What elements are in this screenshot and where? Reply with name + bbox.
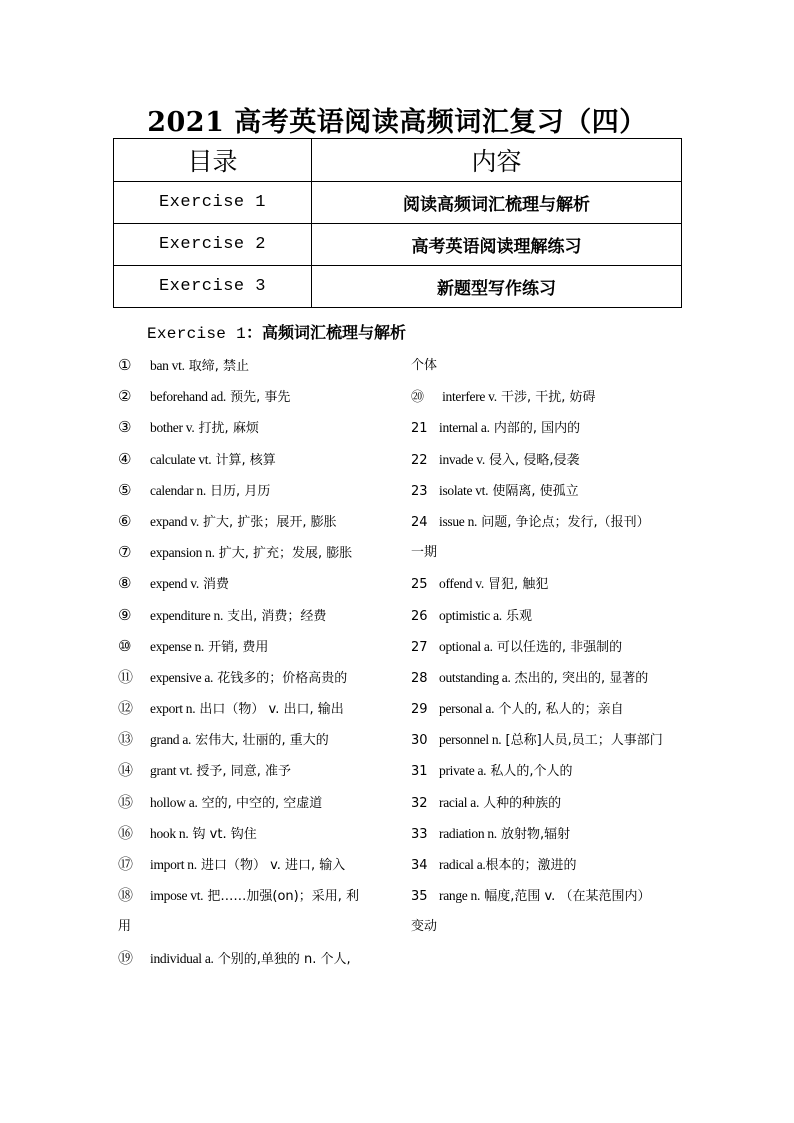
vocab-definition: 干涉, 干扰, 妨碍 <box>496 390 596 406</box>
vocab-line <box>411 506 691 537</box>
vocab-number: ⑭ <box>118 761 134 780</box>
vocab-word: internal a. <box>439 420 490 436</box>
vocab-line <box>411 537 691 568</box>
vocab-line <box>411 849 691 880</box>
vocab-number: 21 <box>411 421 428 437</box>
vocab-word: expansion n. <box>150 545 215 561</box>
vocab-word: interfere v. <box>439 389 497 405</box>
toc-header-row <box>114 139 682 182</box>
toc-content: 高考英语阅读理解练习 <box>312 224 682 266</box>
vocab-definition: 乐观 <box>501 608 532 624</box>
vocab-definition: 问题, 争论点；发行,（报刊） <box>477 514 650 530</box>
vocab-word: hollow a. <box>150 794 198 810</box>
vocab-line <box>411 818 691 849</box>
section-heading <box>147 320 406 343</box>
vocab-line <box>118 693 408 724</box>
vocab-number: 29 <box>411 702 428 718</box>
vocab-number: 32 <box>411 795 428 811</box>
vocab-word: expenditure n. <box>150 607 224 623</box>
vocab-number: ⑧ <box>118 574 132 593</box>
vocab-line <box>118 412 408 443</box>
vocab-word: private a. <box>439 763 487 779</box>
vocab-word: radical a. <box>439 857 486 872</box>
vocab-line <box>118 849 408 880</box>
vocab-line <box>118 350 408 381</box>
vocab-number: 25 <box>411 577 428 593</box>
vocab-line <box>118 787 408 818</box>
vocab-number: ⑳ <box>411 390 425 406</box>
vocab-line <box>411 475 691 506</box>
vocab-definition: 个别的,单独的 n. 个人, <box>213 951 351 967</box>
vocab-number: ⑩ <box>118 636 132 655</box>
vocab-definition: 扩大, 扩张；展开, 膨胀 <box>198 514 337 530</box>
vocab-line <box>411 693 691 724</box>
vocab-number: 27 <box>411 639 428 655</box>
toc-content: 阅读高频词汇梳理与解析 <box>312 182 682 224</box>
vocab-word: offend v. <box>439 576 484 592</box>
vocab-definition: 空的, 中空的, 空虚道 <box>197 795 323 811</box>
vocab-line <box>411 412 691 443</box>
vocab-word: personnel n. <box>439 732 502 748</box>
vocab-line <box>411 444 691 475</box>
vocab-definition: 支出, 消费；经费 <box>223 608 327 624</box>
vocab-word: beforehand ad. <box>150 389 227 405</box>
vocab-definition: 预先, 事先 <box>226 390 291 406</box>
vocab-line <box>118 724 408 755</box>
vocab-number: 28 <box>411 670 428 686</box>
vocab-definition: 个体 <box>411 358 438 373</box>
vocab-number: ⑬ <box>118 730 134 749</box>
vocab-definition: 出口（物） v. 出口, 输出 <box>195 702 344 718</box>
vocab-number: 22 <box>411 452 428 468</box>
vocab-line <box>118 475 408 506</box>
vocab-definition: 私人的,个人的 <box>486 764 573 780</box>
vocab-line <box>118 600 408 631</box>
vocab-word: outstanding a. <box>439 669 511 685</box>
vocab-word: individual a. <box>150 950 214 966</box>
vocab-number: 26 <box>411 608 428 624</box>
vocab-line <box>118 911 408 942</box>
toc-row <box>114 224 682 266</box>
vocab-line <box>411 568 691 599</box>
vocab-line <box>411 600 691 631</box>
vocab-line <box>118 943 408 974</box>
vocab-word: expend v. <box>150 576 199 592</box>
vocab-word: personal a. <box>439 701 495 717</box>
vocab-definition: 幅度,范围 v. （在某范围内） <box>480 889 651 905</box>
toc-header-catalog: 目录 <box>114 139 312 182</box>
table-of-contents <box>113 138 682 308</box>
vocab-word: optimistic a. <box>439 607 502 623</box>
vocab-line <box>118 444 408 475</box>
vocab-line <box>411 350 691 381</box>
vocab-word: radiation n. <box>439 825 497 841</box>
vocab-definition: 计算, 核算 <box>211 452 276 468</box>
vocab-number: ⑥ <box>118 511 132 530</box>
vocab-definition: 可以任选的, 非强制的 <box>492 639 623 655</box>
vocab-word: grant vt. <box>150 763 193 779</box>
vocab-line <box>411 787 691 818</box>
vocab-definition: [总称]人员,员工；人事部门 <box>501 733 663 749</box>
vocab-number: ② <box>118 387 132 406</box>
vocab-definition: 花钱多的；价格高贵的 <box>213 670 348 686</box>
vocab-definition: 变动 <box>411 919 438 935</box>
vocab-number: ⑱ <box>118 886 134 905</box>
vocab-line <box>411 724 691 755</box>
vocab-line <box>118 568 408 599</box>
vocab-word: range n. <box>439 888 481 904</box>
vocab-number: ⑲ <box>118 948 134 967</box>
vocab-number: ④ <box>118 449 132 468</box>
vocab-line <box>118 662 408 693</box>
vocab-definition: 钩 vt. 钩住 <box>188 826 257 842</box>
vocab-number: ③ <box>118 418 132 437</box>
vocab-number: ⑫ <box>118 699 134 718</box>
vocab-word: expand v. <box>150 513 199 529</box>
vocab-definition: 冒犯, 触犯 <box>483 577 549 593</box>
vocab-word: import n. <box>150 857 197 872</box>
toc-row <box>114 182 682 224</box>
vocab-line <box>118 506 408 537</box>
vocab-number: ⑰ <box>118 855 134 873</box>
vocab-number: ⑯ <box>118 823 134 842</box>
vocab-line <box>411 880 691 911</box>
vocab-word: calendar n. <box>150 482 206 498</box>
vocab-line <box>118 880 408 911</box>
vocab-number: ① <box>118 356 132 374</box>
toc-exercise: Exercise 2 <box>114 224 312 266</box>
vocab-line <box>411 911 691 942</box>
vocab-definition: 一期 <box>411 545 438 561</box>
vocab-number: 31 <box>411 764 428 780</box>
vocab-line <box>411 755 691 786</box>
vocab-definition: 把……加强(on)；采用, 利 <box>203 889 359 905</box>
vocab-definition: 进口（物） v. 进口, 输入 <box>196 858 346 873</box>
vocab-word: expensive a. <box>150 669 214 685</box>
vocab-word: expense n. <box>150 638 204 654</box>
vocab-definition: 消费 <box>198 577 230 593</box>
vocab-word: impose vt. <box>150 888 204 904</box>
vocab-number: ⑤ <box>118 480 132 499</box>
vocab-definition: 宏伟大, 壮丽的, 重大的 <box>191 733 329 749</box>
vocab-line <box>411 662 691 693</box>
vocab-definition: 根本的；激进的 <box>485 858 577 873</box>
vocab-word: hook n. <box>150 825 189 841</box>
vocab-line <box>118 381 408 412</box>
toc-row <box>114 266 682 308</box>
vocab-definition: 内部的, 国内的 <box>489 421 581 437</box>
vocab-number: 33 <box>411 826 428 842</box>
vocab-number: 24 <box>411 514 428 530</box>
vocab-definition: 扩大, 扩充；发展, 膨胀 <box>214 546 353 562</box>
vocab-line <box>118 537 408 568</box>
vocab-line <box>118 818 408 849</box>
vocab-word: issue n. <box>439 513 478 529</box>
vocab-definition: 人种的种族的 <box>479 795 562 811</box>
vocab-definition: 放射物,辐射 <box>496 826 571 842</box>
vocab-word: ban vt. <box>150 358 185 373</box>
vocab-line <box>118 631 408 662</box>
vocab-definition: 侵入, 侵略,侵袭 <box>484 452 580 468</box>
vocab-word: invade v. <box>439 451 485 467</box>
toc-content: 新题型写作练习 <box>312 266 682 308</box>
vocab-number: 35 <box>411 889 428 905</box>
vocab-word: export n. <box>150 701 196 717</box>
vocab-number: 30 <box>411 733 428 749</box>
toc-header-content: 内容 <box>312 139 682 182</box>
vocab-number: ⑦ <box>118 543 132 562</box>
vocab-word: grand a. <box>150 732 192 748</box>
vocab-word: isolate vt. <box>439 482 489 498</box>
vocab-number: 34 <box>411 858 428 873</box>
vocab-definition: 授予, 同意, 准予 <box>192 764 291 780</box>
vocab-definition: 杰出的, 突出的, 显著的 <box>510 670 649 686</box>
vocab-definition: 取缔, 禁止 <box>184 359 250 374</box>
vocab-number: ⑪ <box>118 667 134 686</box>
vocab-line <box>118 755 408 786</box>
page-title: 2021 高考英语阅读高频词汇复习（四） <box>147 107 647 138</box>
vocab-definition: 打扰, 麻烦 <box>194 421 259 437</box>
vocab-word: bother v. <box>150 420 195 436</box>
vocab-definition: 使隔离, 使孤立 <box>488 483 579 499</box>
vocab-word: racial a. <box>439 794 480 810</box>
vocab-column-right <box>411 350 691 943</box>
vocab-column-left <box>118 350 408 974</box>
vocab-definition: 开销, 费用 <box>203 639 269 655</box>
vocab-definition: 日历, 月历 <box>205 483 271 499</box>
vocab-number: ⑨ <box>118 605 132 624</box>
vocab-definition: 个人的, 私人的；亲自 <box>494 702 624 718</box>
vocab-line <box>411 631 691 662</box>
vocab-definition: 用 <box>118 919 132 935</box>
vocab-word: optional a. <box>439 638 493 654</box>
toc-exercise: Exercise 3 <box>114 266 312 308</box>
vocab-number: 23 <box>411 483 428 499</box>
section-heading-zh: ：高频词汇梳理与解析 <box>246 323 407 342</box>
toc-exercise: Exercise 1 <box>114 182 312 224</box>
vocab-line <box>411 381 691 412</box>
section-heading-en: Exercise 1 <box>147 325 247 343</box>
vocab-number: ⑮ <box>118 792 134 811</box>
vocab-word: calculate vt. <box>150 451 212 467</box>
